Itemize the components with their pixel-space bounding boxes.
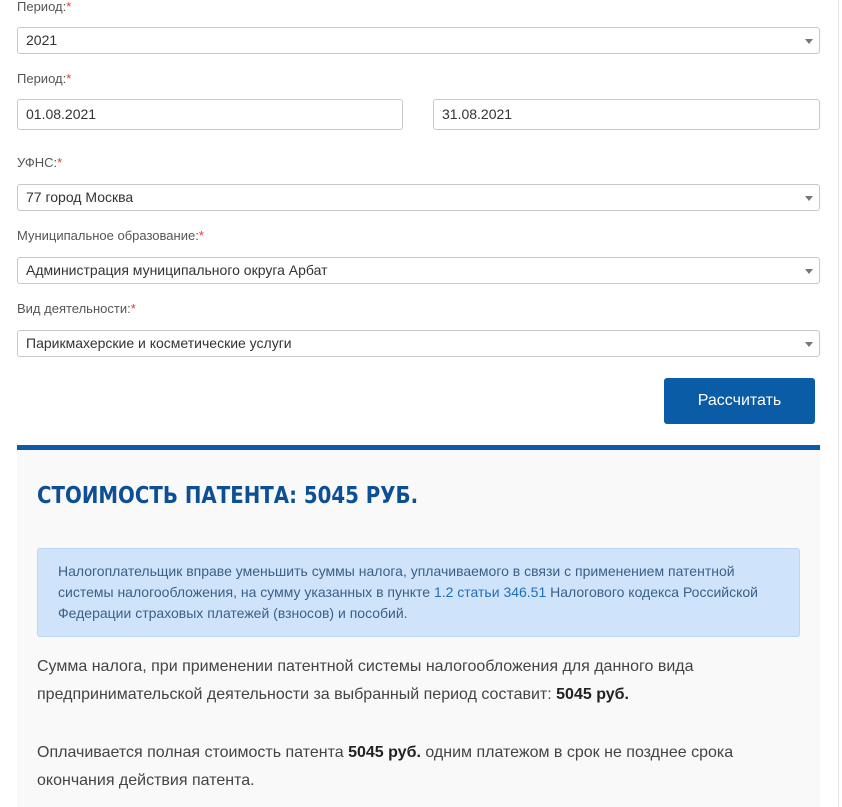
required-mark: *: [66, 71, 72, 86]
notice-text-before: Налогоплательщик вправе уменьшить суммы налога, уплачиваемого в связи с применением патентной системы налогообложения, на сумму указанных в пункте: [58, 563, 735, 600]
required-mark: *: [57, 155, 63, 170]
municipality-select[interactable]: [17, 257, 820, 284]
year-select[interactable]: [17, 27, 820, 54]
payment-amount-value: 5045 руб.: [348, 744, 421, 761]
chevron-down-icon: [805, 269, 813, 274]
chevron-down-icon: [805, 342, 813, 347]
chevron-down-icon: [805, 196, 813, 201]
chevron-down-icon: [805, 39, 813, 44]
tax-code-link[interactable]: 1.2 статьи 346.51: [433, 584, 547, 600]
tax-amount-text: Сумма налога, при применении патентной системы налогообложения для данного вида предпринимательской деятельности за выбранный период составит:: [37, 658, 694, 703]
ufns-select[interactable]: [17, 184, 820, 211]
ufns-select-value: 77 город Москва: [26, 189, 134, 205]
period-to-value: 31.08.2021: [442, 106, 513, 122]
calculate-button[interactable]: Рассчитать: [664, 378, 815, 424]
payment-paragraph: [37, 739, 797, 795]
period-label: Период:*: [17, 71, 72, 86]
required-mark: *: [198, 228, 204, 243]
required-mark: *: [130, 301, 136, 316]
tax-amount-paragraph: [37, 653, 797, 709]
payment-text-before: Оплачивается полная стоимость патента: [37, 744, 349, 761]
municipality-label: Муниципальное образование:*: [17, 228, 204, 243]
period-from-value: 01.08.2021: [26, 106, 97, 122]
patent-cost-title: СТОИМОСТЬ ПАТЕНТА: 5045 РУБ.: [37, 483, 419, 509]
tax-amount-value: 5045 руб.: [556, 686, 629, 703]
payment-text-after: одним платежом в срок не позднее срока окончания действия патента.: [37, 744, 734, 789]
info-notice: [37, 548, 800, 637]
activity-select[interactable]: [17, 330, 820, 357]
result-panel: [17, 445, 820, 807]
ufns-label: УФНС:*: [17, 155, 63, 170]
notice-text-after: Налогового кодекса Российской Федерации страховых платежей (взносов) и пособий.: [58, 584, 759, 621]
period-to-input[interactable]: [433, 99, 820, 130]
year-select-value: 2021: [26, 32, 58, 48]
required-mark: *: [66, 0, 72, 14]
activity-select-value: Парикмахерские и косметические услуги: [26, 335, 292, 351]
activity-label: Вид деятельности:*: [17, 301, 136, 316]
page-right-border: [838, 0, 839, 807]
year-label: Период:*: [17, 0, 72, 14]
municipality-select-value: Администрация муниципального округа Арбат: [26, 262, 328, 278]
period-from-input[interactable]: [17, 99, 403, 130]
